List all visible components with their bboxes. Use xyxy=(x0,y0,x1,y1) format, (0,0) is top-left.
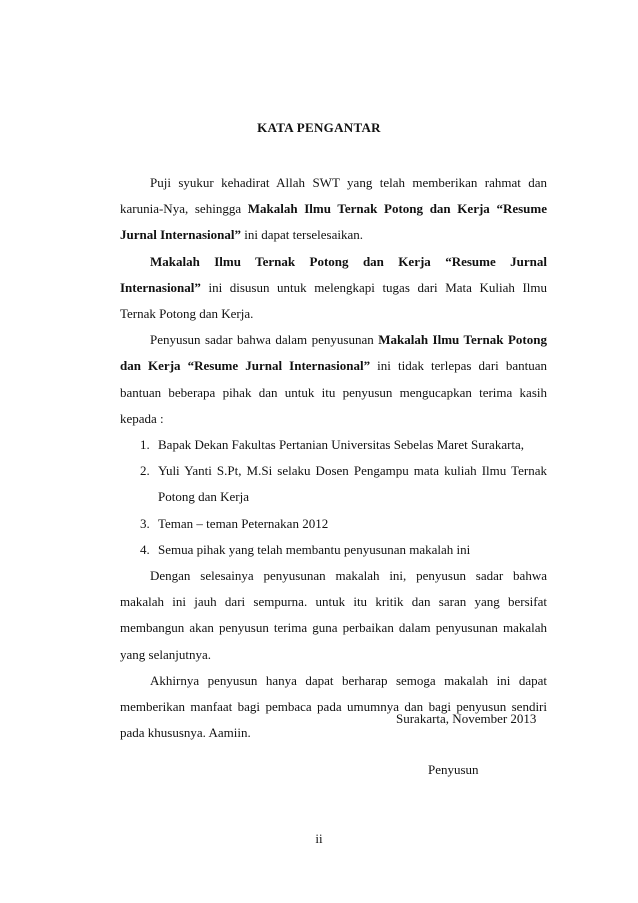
paragraph-1-text-a: Puji syukur kehadirat Allah SWT yang telah memberikan rahmat dan karunia-Nya, sehingga xyxy=(120,175,547,217)
page-title: KATA PENGANTAR xyxy=(257,120,381,135)
list-item-number: 1. xyxy=(140,437,150,453)
author-name: Penyusun xyxy=(428,762,479,777)
list-item-text: Bapak Dekan Fakultas Pertanian Universitas Sebelas Maret Surakarta, xyxy=(158,437,525,453)
list-item-text: Semua pihak yang telah membantu penyusunan makalah ini xyxy=(158,541,471,557)
list-item-text: Teman – teman Peternakan 2012 xyxy=(158,515,329,531)
paragraph-5: Akhirnya penyusun hanya dapat berharap semoga makalah ini dapat memberikan manfaat bagi pembaca pada umumnya dan bagi penyusun sendiri pada khususnya. Aamiin. xyxy=(120,672,547,741)
paragraph-2-text-c: ini disusun untuk melengkapi tugas dari Mata Kuliah Ilmu Ternak Potong dan Kerja. xyxy=(120,279,547,322)
list-item xyxy=(120,432,547,458)
paragraph-4: Dengan selesainya penyusunan makalah ini, penyusun sadar bahwa makalah ini jauh dari sempurna. untuk itu kritik dan saran yang bersifat membangun akan penyusun terima guna perbaikan dalam penyusunan makalah yang selanjutnya. xyxy=(120,568,547,662)
paragraph-2 xyxy=(120,249,547,328)
acknowledgement-list xyxy=(120,432,547,563)
paragraph-3 xyxy=(120,327,547,432)
paragraph-3-text-a: Penyusun sadar bahwa dalam penyusunan xyxy=(150,332,379,348)
list-item-number: 4. xyxy=(140,541,150,557)
paragraph-1-bold: Makalah Ilmu Ternak Potong dan Kerja “Resume Jurnal Internasional” xyxy=(120,201,547,243)
paragraph-2-bold: Makalah Ilmu Ternak Potong dan Kerja “Resume Jurnal Internasional” xyxy=(120,253,547,295)
place-date: Surakarta, November 2013 xyxy=(396,711,537,726)
paragraph-3-text-c: ini tidak terlepas dari bantuan bantuan beberapa pihak dan untuk itu penyusun mengucapkan terima kasih kepada : xyxy=(120,358,547,426)
page-number: ii xyxy=(315,831,323,846)
list-item xyxy=(120,511,547,537)
document-body xyxy=(120,170,547,746)
paragraph-3-bold: Makalah Ilmu Ternak Potong dan Kerja “Resume Jurnal Internasional” xyxy=(120,332,547,374)
list-item xyxy=(120,458,547,510)
paragraph-1 xyxy=(120,170,547,249)
list-item-number: 3. xyxy=(140,515,150,531)
list-item-number: 2. xyxy=(140,463,150,479)
list-item xyxy=(120,537,547,563)
list-item-text: Yuli Yanti S.Pt, M.Si selaku Dosen Pengampu mata kuliah Ilmu Ternak Potong dan Kerja xyxy=(158,463,547,505)
paragraph-1-text-c: ini dapat terselesaikan. xyxy=(241,227,364,243)
